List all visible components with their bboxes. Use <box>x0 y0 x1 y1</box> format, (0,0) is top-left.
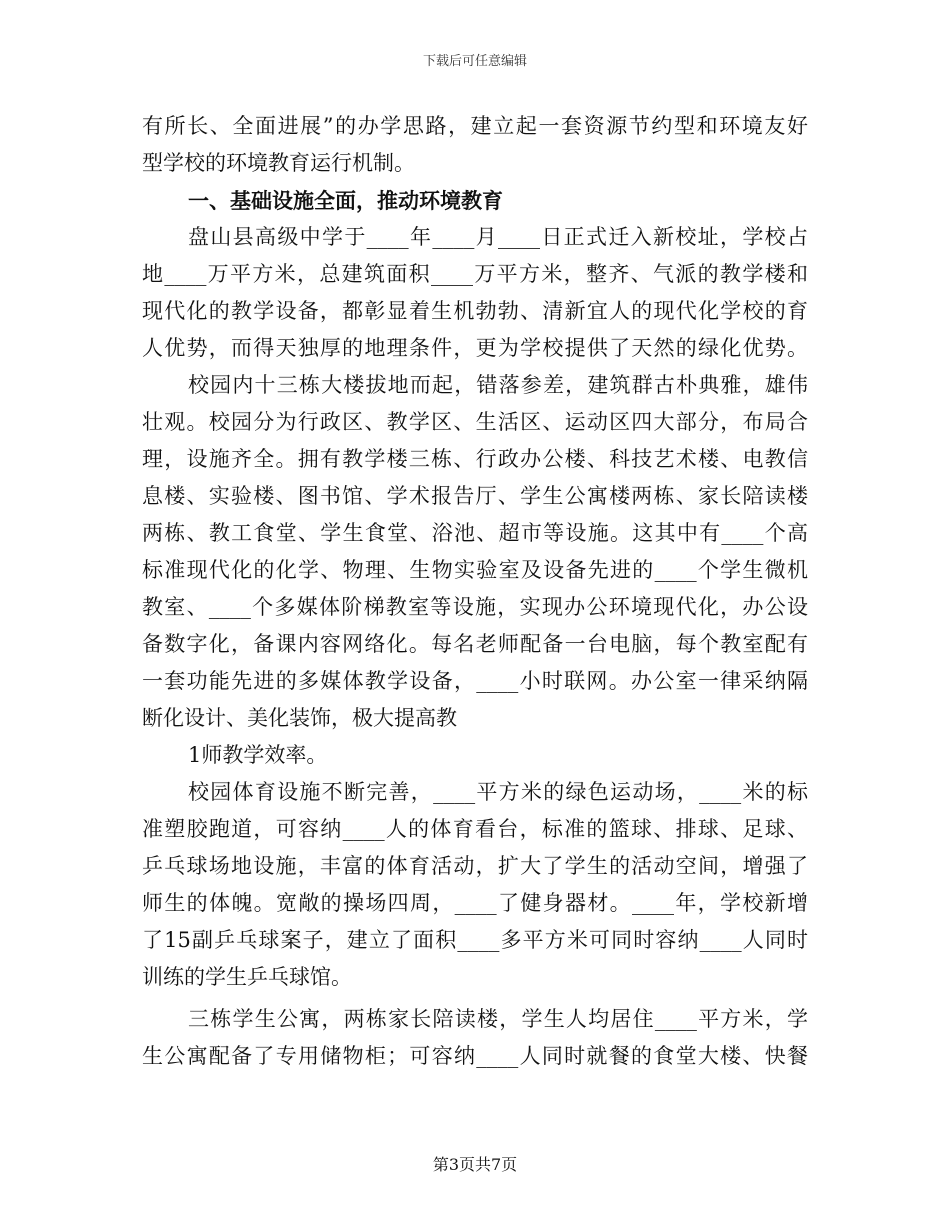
text-line: 校园内十三栋大楼拔地而起，错落参差，建筑群古朴典雅，雄伟 <box>188 373 808 397</box>
text-line: 训练的学生乒乓球馆。 <box>142 965 352 989</box>
text-line: 人优势，而得天独厚的地理条件，更为学校提供了天然的绿化优势。 <box>142 336 808 360</box>
text-line: 型学校的环境教育运行机制。 <box>142 151 415 175</box>
document-body <box>142 108 808 1075</box>
section-heading-block <box>142 182 808 219</box>
text-line: 现代化的教学设备，都彰显着生机勃勃、清新宜人的现代化学校的育 <box>142 299 808 323</box>
paragraph <box>142 219 808 367</box>
text-line: 一套功能先进的多媒体教学设备，____小时联网。办公室一律采纳隔 <box>142 669 808 693</box>
text-line: 两栋、教工食堂、学生食堂、浴池、超市等设施。这其中有____个高 <box>142 521 808 545</box>
text-line: 了15副乒乓球案子，建立了面积____多平方米可同时容纳____人同时 <box>142 928 808 952</box>
paragraph <box>142 774 808 996</box>
text-line: 备数字化，备课内容网络化。每名老师配备一台电脑，每个教室配有 <box>142 632 808 656</box>
section-heading: 一、基础设施全面，推动环境教育 <box>188 188 503 213</box>
text-line: 息楼、实验楼、图书馆、学术报告厅、学生公寓楼两栋、家长陪读楼 <box>142 484 808 508</box>
page-number: 第3页共7页 <box>432 1155 518 1174</box>
text-line: 断化设计、美化装饰，极大提高教 <box>142 706 457 730</box>
paragraph <box>142 1001 808 1075</box>
text-line: 理，设施齐全。拥有教学楼三栋、行政办公楼、科技艺术楼、电教信 <box>142 447 808 471</box>
text-line: 地____万平方米，总建筑面积____万平方米，整齐、气派的教学楼和 <box>142 262 808 286</box>
text-line: 标准现代化的化学、物理、生物实验室及设备先进的____个学生微机 <box>142 558 808 582</box>
text-line: 乒乓球场地设施，丰富的体育活动，扩大了学生的活动空间，增强了 <box>142 854 808 878</box>
text-line: 校园体育设施不断完善，____平方米的绿色运动场，____米的标 <box>188 780 808 804</box>
text-line: 有所长、全面进展”的办学思路，建立起一套资源节约型和环境友好 <box>142 114 808 138</box>
text-line: 师生的体魄。宽敞的操场四周，____了健身器材。____年，学校新增 <box>142 891 808 915</box>
page-header: 下载后可任意编辑 <box>422 54 527 69</box>
text-line: 盘山县高级中学于____年____月____日正式迁入新校址，学校占 <box>188 225 808 249</box>
text-line: 壮观。校园分为行政区、教学区、生活区、运动区四大部分，布局合 <box>142 410 808 434</box>
paragraph <box>142 737 808 774</box>
paragraph <box>142 108 808 182</box>
text-line: 教室、____个多媒体阶梯教室等设施，实现办公环境现代化，办公设 <box>142 595 808 619</box>
text-line: 三栋学生公寓，两栋家长陪读楼，学生人均居住____平方米，学 <box>188 1007 808 1031</box>
text-line: 准塑胶跑道，可容纳____人的体育看台，标准的篮球、排球、足球、 <box>142 817 808 841</box>
paragraph <box>142 367 808 737</box>
text-line: 1师教学效率。 <box>188 743 328 767</box>
text-line: 生公寓配备了专用储物柜；可容纳____人同时就餐的食堂大楼、快餐 <box>142 1044 808 1068</box>
